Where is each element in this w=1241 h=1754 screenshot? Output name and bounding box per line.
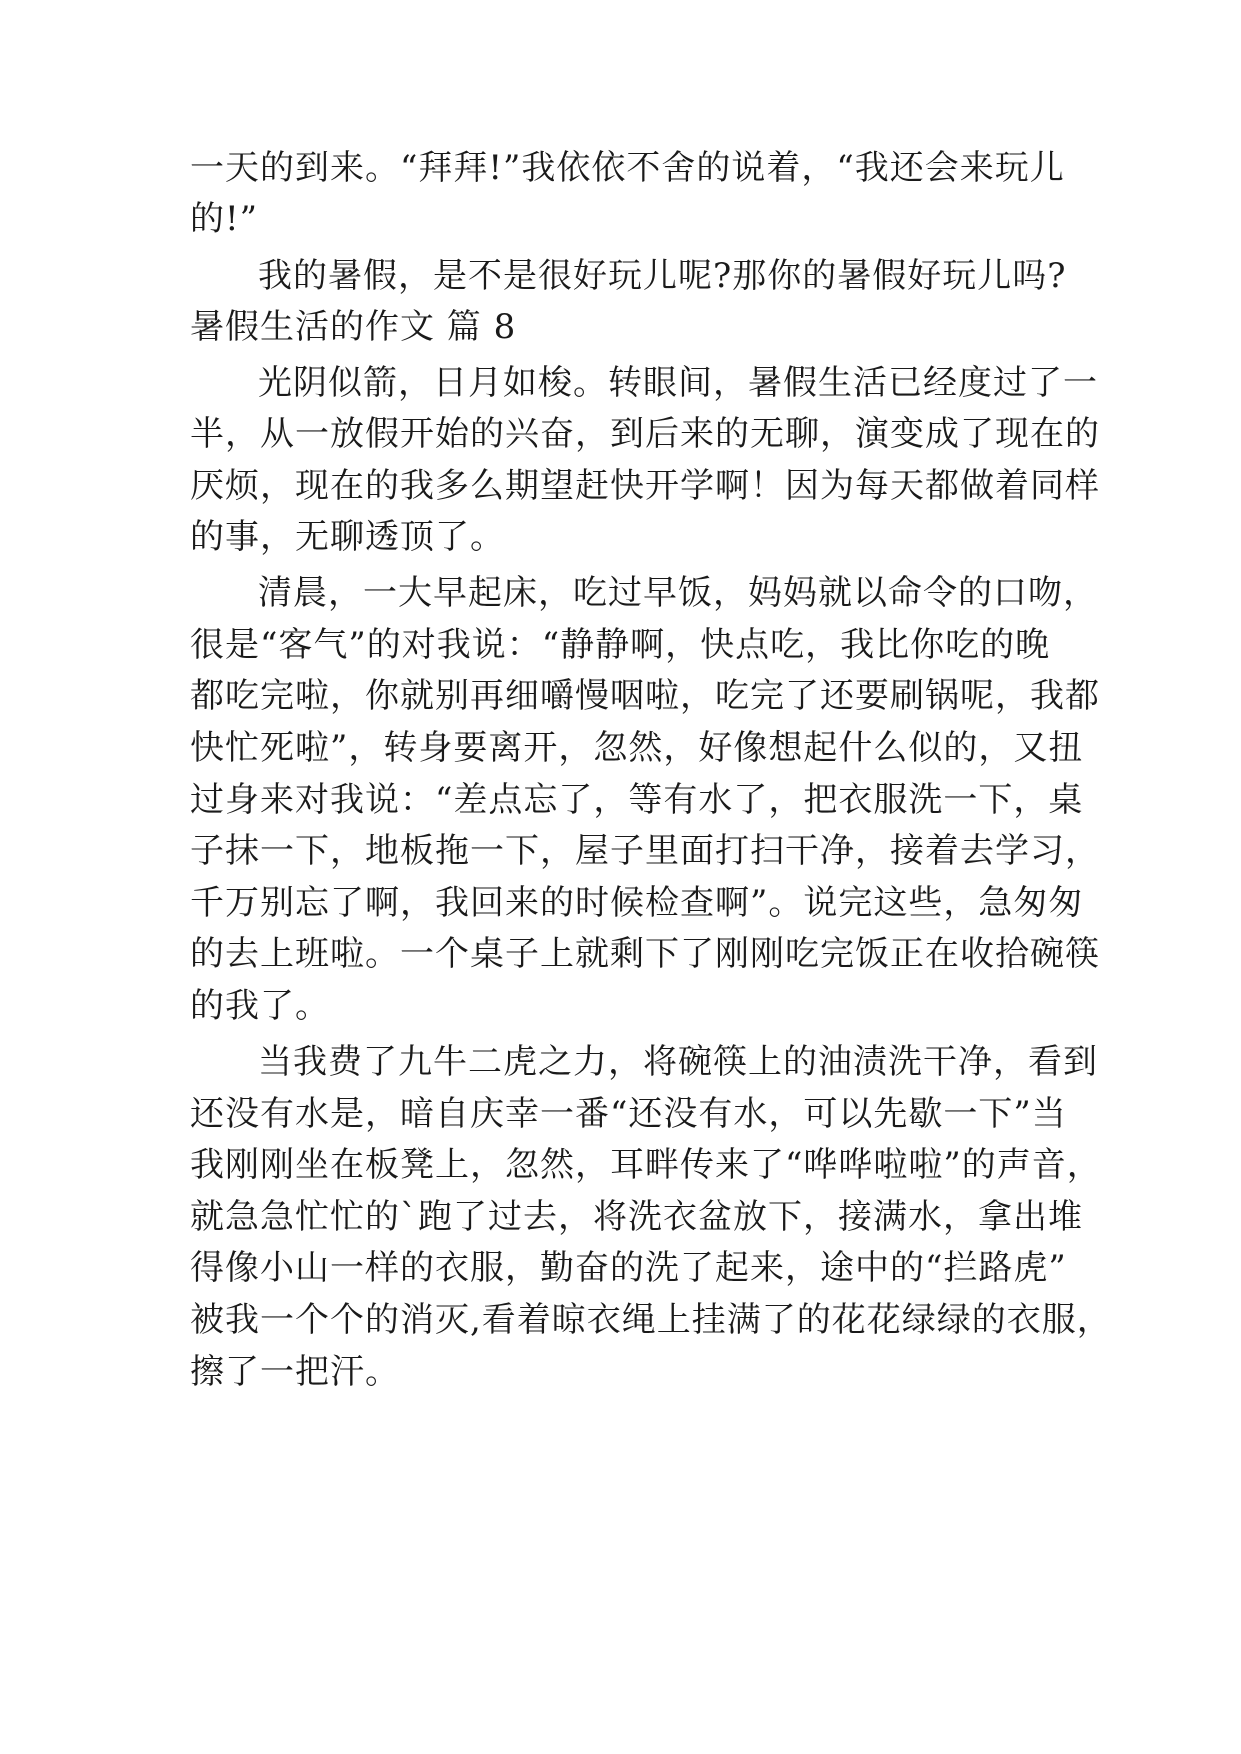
text-line: 就急急忙忙的`跑了过去，将洗衣盆放下，接满水，拿出堆 [190,1197,1083,1237]
text-line: 的我了。 [190,986,330,1026]
text-line: 子抹一下，地板拖一下，屋子里面打扫干净，接着去学习， [190,831,1100,871]
text-line: 我刚刚坐在板凳上，忽然，耳畔传来了“哗哗啦啦”的声音， [190,1145,1102,1185]
text-line: 擦了一把汗。 [190,1352,400,1392]
text-line: 快忙死啦”，转身要离开，忽然，好像想起什么似的，又扭 [190,728,1084,768]
text-line: 半，从一放假开始的兴奋，到后来的无聊，演变成了现在的 [190,414,1100,454]
text-line: 千万别忘了啊，我回来的时候检查啊”。说完这些，急匆匆 [190,883,1084,923]
paragraph-line: 当我费了九牛二虎之力，将碗筷上的油渍洗干净，看到 [258,1042,1098,1082]
text-line: 的!” [190,199,259,239]
text-line: 的去上班啦。一个桌子上就剩下了刚刚吃完饭正在收拾碗筷 [190,934,1100,974]
text-line: 很是“客气”的对我说：“静静啊，快点吃，我比你吃的晚 [190,625,1051,665]
section-heading: 暑假生活的作文 篇 8 [190,307,517,347]
text-line: 还没有水是，暗自庆幸一番“还没有水，可以先歇一下”当 [190,1094,1067,1134]
paragraph-line: 清晨，一大早起床，吃过早饭，妈妈就以命令的口吻， [258,573,1098,613]
text-line: 厌烦，现在的我多么期望赶快开学啊！因为每天都做着同样 [190,466,1100,506]
text-line: 过身来对我说：“差点忘了，等有水了，把衣服洗一下，桌 [190,780,1084,820]
paragraph-line: 我的暑假，是不是很好玩儿呢?那你的暑假好玩儿吗? [258,256,1067,296]
text-line: 被我一个个的消灭,看着晾衣绳上挂满了的花花绿绿的衣服， [190,1300,1112,1340]
text-line: 都吃完啦，你就别再细嚼慢咽啦，吃完了还要刷锅呢，我都 [190,676,1100,716]
paragraph-line: 光阴似箭，日月如梭。转眼间，暑假生活已经度过了一 [258,363,1098,403]
text-line: 得像小山一样的衣服，勤奋的洗了起来，途中的“拦路虎” [190,1248,1067,1288]
text-line: 一天的到来。“拜拜!”我依依不舍的说着，“我还会来玩儿 [190,148,1065,188]
text-line: 的事，无聊透顶了。 [190,517,505,557]
